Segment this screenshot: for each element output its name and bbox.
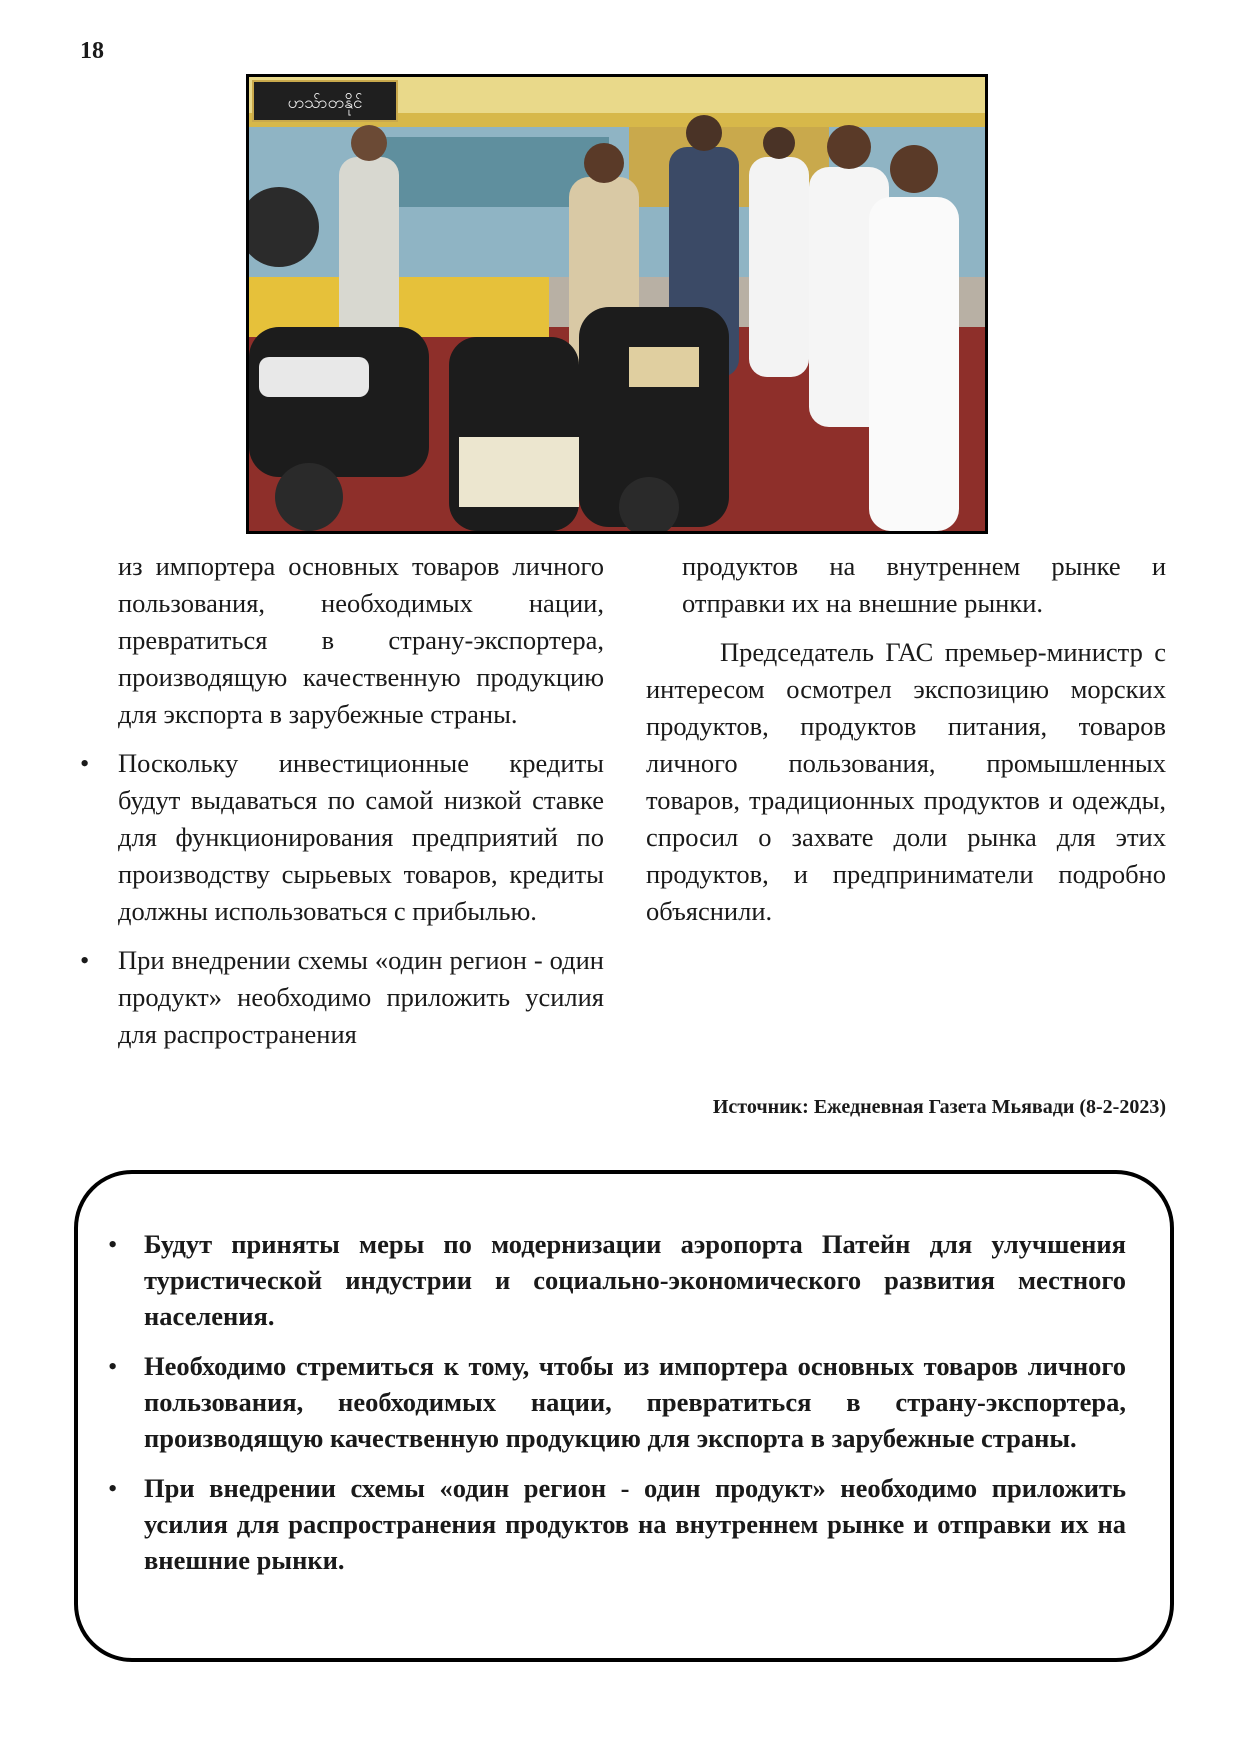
summary-list: [144, 1226, 1126, 1592]
right-column: [646, 548, 1166, 930]
right-continuation-paragraph: продуктов на внутреннем рынке и отправки их на внешние рынки.: [682, 551, 1166, 618]
left-bullet-list: [118, 745, 604, 1053]
summary-item: • Будут приняты меры по модернизации аэропорта Патейн для улучшения туристической индустрии и социально-экономического развития местного населения.: [144, 1226, 1126, 1334]
photo-banner-text: ဟသ်ာတနိုင်: [287, 93, 363, 113]
list-item: • Поскольку инвестиционные кредиты будут выдаваться по самой низкой ставке для функционирования предприятий по производству сырьевых товаров, кредиты должны использоваться с прибылью.: [118, 745, 604, 930]
left-continuation-paragraph: из импортера основных товаров личного пользования, необходимых нации, превратиться в страну-экспортера, производящую качественную продукцию для экспорта в зарубежные страны.: [118, 551, 604, 729]
summary-item: • При внедрении схемы «один регион - один продукт» необходимо приложить усилия для распространения продуктов на внутреннем рынке и отправки их на внешние рынки.: [144, 1470, 1126, 1578]
event-photo: [246, 74, 988, 534]
left-column: [118, 548, 604, 1053]
summary-box: [74, 1170, 1174, 1662]
list-item: • При внедрении схемы «один регион - один продукт» необходимо приложить усилия для распространения: [118, 942, 604, 1053]
source-citation: Источник: Ежедневная Газета Мьявади (8-2-2023): [712, 1096, 1166, 1118]
photo-illustration: [249, 77, 985, 531]
right-paragraph: Председатель ГАС премьер-министр с интересом осмотрел экспозицию морских продуктов, продуктов питания, товаров личного пользования, промышленных товаров, традиционных продуктов и одежды, спросил о захвате доли рынка для этих продуктов, и предприниматели подробно объяснили.: [646, 637, 1166, 926]
page-number: 18: [80, 38, 104, 64]
summary-item: • Необходимо стремиться к тому, чтобы из импортера основных товаров личного пользования, необходимых нации, превратиться в страну-экспортера, производящую качественную продукцию для экспорта в зарубежные страны.: [144, 1348, 1126, 1456]
